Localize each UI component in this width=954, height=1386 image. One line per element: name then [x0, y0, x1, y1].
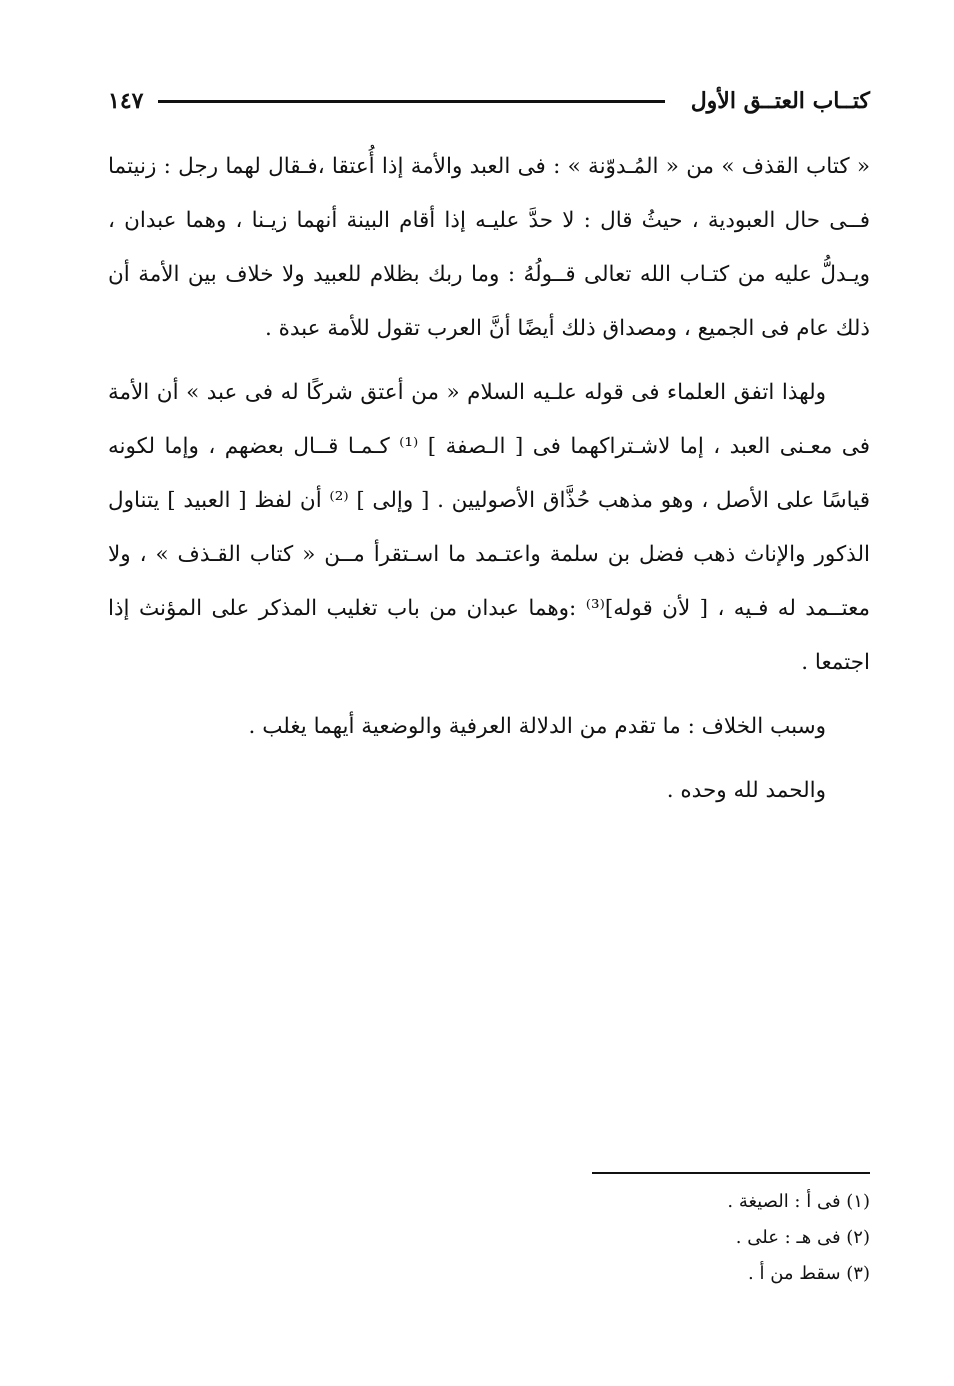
- footnote-2: (٢) فى هـ : على .: [735, 1227, 870, 1248]
- paragraph-2: ولهذا اتفق العلماء فى قوله علـيه السلام « من أعتق شركًا له فى عبد » أن الأمة فى معـنى العبد ، إما لاشـتراكهما فى [ الـصفة ] ⁽¹⁾ كـمـا قــال بعضهم ، وإما لكونه قياسًا على الأصل ، وهو مذهب حُذَّاق الأصوليين . [ وإلى ] ⁽²⁾ أن لفظ [ العبيد ] يتناول الذكور والإناث ذهب فضل بن سلمة واعتـمد ما اسـتقرأ مــن « كتاب القـذف » ، ولا معتــمد له فـيه ، [ لأن قوله]⁽³⁾ :وهما عبدان من باب تغليب المذكر على المؤنث إذا اجتمعا .: [108, 380, 871, 675]
- paragraph-4: والحمد لله وحده .: [666, 778, 826, 803]
- header-rule: [158, 100, 665, 103]
- paragraph-3: وسبب الخلاف : ما تقدم من الدلالة العرفية والوضعية أيهما يغلب .: [248, 714, 826, 739]
- footnote-3: (٣) سقط من أ .: [748, 1263, 870, 1284]
- footnotes: [470, 1184, 870, 1292]
- running-header: [108, 84, 870, 124]
- footnote-separator: [592, 1172, 870, 1174]
- footnote-1: (١) فى أ : الصيغة .: [727, 1191, 870, 1212]
- main-text: [108, 140, 870, 818]
- page-number: ١٤٧: [108, 88, 144, 114]
- paragraph-1: « كتاب القذف » من « المُـدوّنة » : فى العبد والأمة إذا أُعتقا ،فـقال لهما رجل : زنيتما فــى حال العبودية ، حيثُ قال : لا حدَّ عليـه إذا أقام البينة أنهما زيـنا ، وهما عبدان ، ويـدلُّ عليه من كتـاب الله تعالى قــولُهُ : وما ربك بظلام للعبيد ولا خلاف بين الأمة أن ذلك عام فى الجميع ، ومصداق ذلك أيضًا أنَّ العرب تقول للأمة عبدة .: [108, 154, 870, 341]
- chapter-title: كتــاب العتــق الأول: [690, 88, 870, 114]
